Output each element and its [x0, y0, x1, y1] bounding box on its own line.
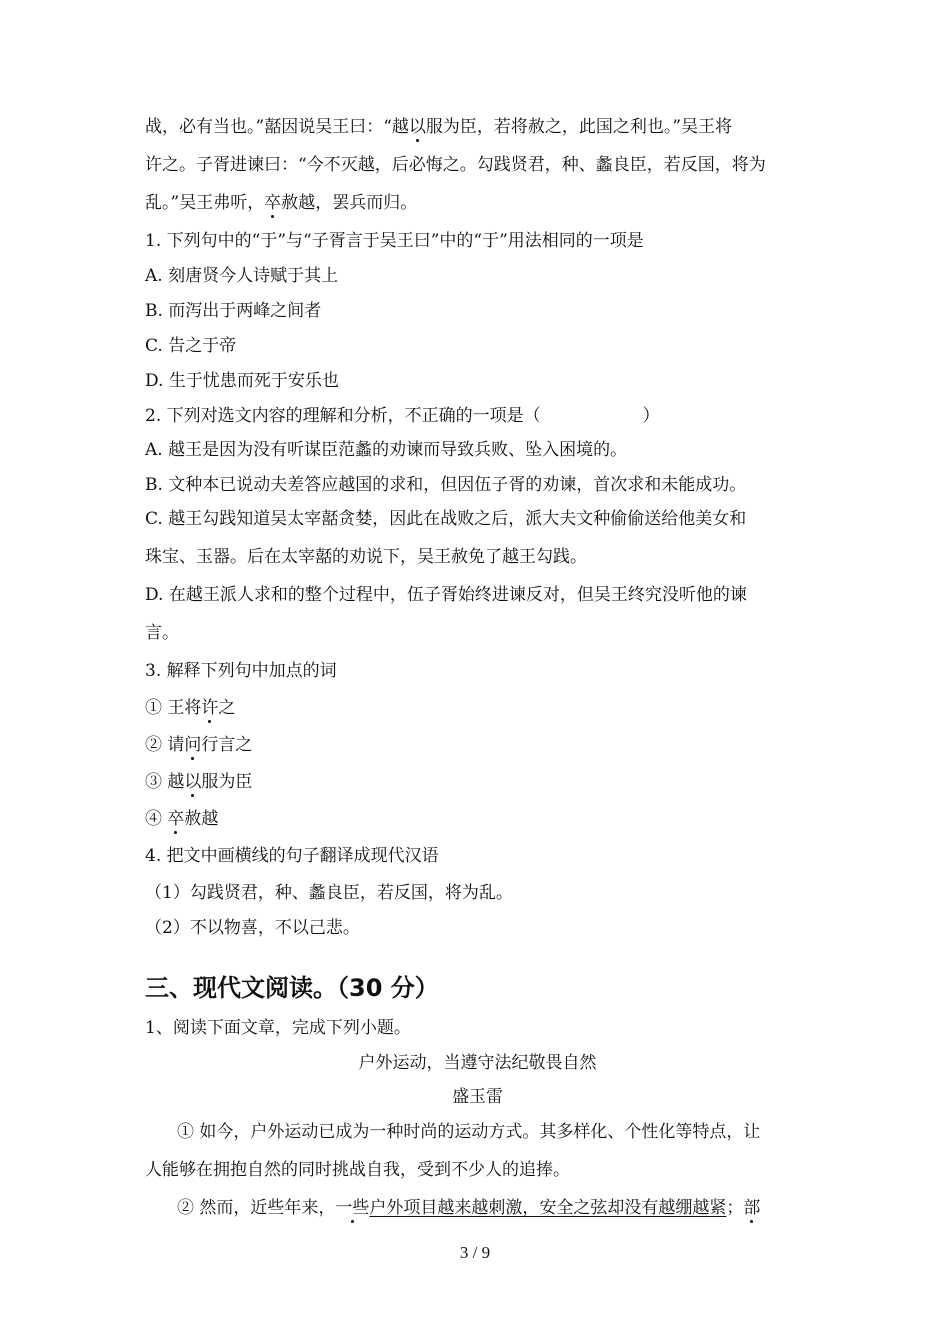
underlined-sentence: 户外项目越来越刺激，安全之弦却没有越绷越紧 — [369, 1197, 727, 1218]
dotted-char: 以 — [408, 117, 426, 137]
passage-line-1: 战，必有当也。”嚭因说吴王曰：“越以服为臣，若将赦之，此国之利也。”吴王将 — [145, 117, 733, 137]
dotted-char: 部 — [743, 1197, 761, 1218]
article-title: 户外运动，当遵守法纪敬畏自然 — [358, 1052, 597, 1073]
passage-line-2: 许之。子胥进谏曰：“今不灭越，后必悔之。勾践贤君，种、蠡良臣，若反国，将为 — [145, 155, 766, 175]
question-4-sentence-1: （1）勾践贤君，种、蠡良臣，若反国，将为乱。 — [145, 883, 513, 903]
question-3-item-4: ④ 卒赦越 — [145, 809, 219, 829]
dotted-char: 问 — [184, 735, 202, 755]
page-number: 3 / 9 — [459, 1243, 491, 1262]
question-1-option-a: A. 刻唐贤今人诗赋于其上 — [145, 265, 339, 286]
dotted-char: 许 — [201, 698, 219, 718]
question-1-option-c: C. 告之于帝 — [145, 335, 237, 356]
dotted-char: 卒 — [167, 809, 185, 829]
dotted-char: 卒 — [264, 193, 282, 213]
paragraph-1-line-1: ① 如今，户外运动已成为一种时尚的运动方式。其多样化、个性化等特点，让 — [177, 1121, 761, 1142]
paragraph-2-line-1: ② 然而，近些年来，一些户外项目越来越刺激，安全之弦却没有越绷越紧；部 — [177, 1197, 761, 1218]
question-1-option-b: B. 而泻出于两峰之间者 — [145, 300, 322, 321]
question-3-item-2: ② 请问行言之 — [145, 735, 253, 755]
paragraph-1-line-2: 人能够在拥抱自然的同时挑战自我，受到不少人的追捧。 — [145, 1159, 570, 1180]
question-4-stem: 4. 把文中画横线的句子翻译成现代汉语 — [145, 846, 439, 866]
question-3-item-3: ③ 越以服为臣 — [145, 772, 253, 792]
question-2-option-b: B. 文种本已说动夫差答应越国的求和，但因伍子胥的劝谏，首次求和未能成功。 — [145, 474, 747, 495]
dotted-char: 以 — [184, 772, 202, 792]
section-title: 三、现代文阅读。（30 分） — [145, 974, 439, 1002]
question-2-option-c-line-1: C. 越王勾践知道吴太宰嚭贪婪，因此在战败之后，派大夫文种偷偷送给他美女和 — [145, 509, 747, 529]
passage-line-3: 乱。”吴王弗听，卒赦越，罢兵而归。 — [145, 193, 418, 213]
article-author: 盛玉雷 — [452, 1087, 503, 1107]
question-2-stem: 2. 下列对选文内容的理解和分析，不正确的一项是（ ） — [145, 405, 660, 426]
question-1-option-d: D. 生于忧患而死于安乐也 — [145, 370, 339, 391]
question-1-stem: 1. 下列句中的“于”与“子胥言于吴王曰”中的“于”用法相同的一项是 — [145, 231, 644, 251]
dotted-char: 一些 — [335, 1197, 370, 1218]
question-3-stem: 3. 解释下列句中加点的词 — [145, 661, 337, 681]
section-instruction: 1、阅读下面文章，完成下列小题。 — [145, 1018, 411, 1038]
question-2-option-a: A. 越王是因为没有听谋臣范蠡的劝谏而导致兵败、坠入困境的。 — [145, 440, 628, 460]
question-3-item-1: ① 王将许之 — [145, 698, 236, 718]
question-2-option-d-line-1: D. 在越王派人求和的整个过程中，伍子胥始终进谏反对，但吴王终究没听他的谏 — [145, 585, 747, 605]
question-4-sentence-2: （2）不以物喜，不以己悲。 — [145, 917, 360, 938]
document-page — [145, 116, 810, 1235]
question-2-option-c-line-2: 珠宝、玉器。后在太宰嚭的劝说下，吴王赦免了越王勾践。 — [145, 547, 587, 567]
question-2-option-d-line-2: 言。 — [145, 623, 179, 643]
